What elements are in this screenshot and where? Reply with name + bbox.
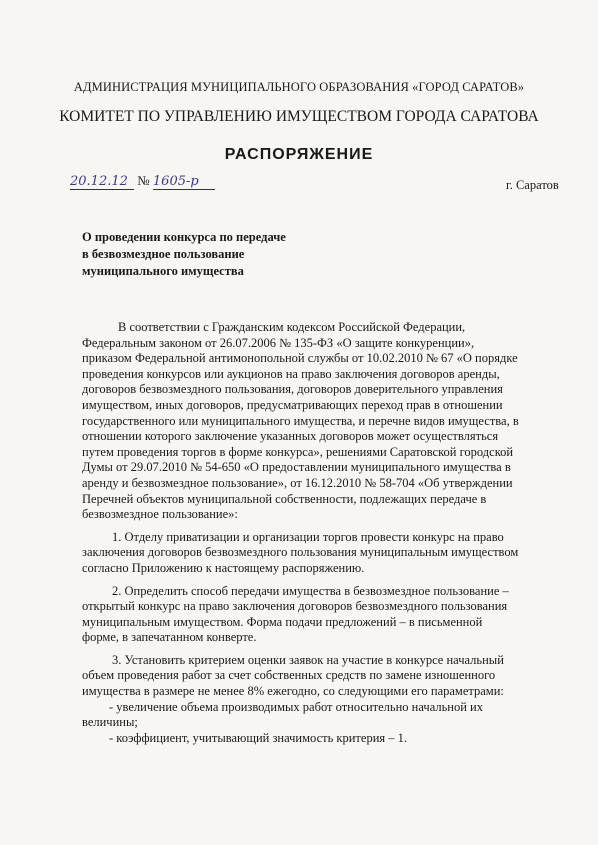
document-subject [82, 229, 286, 280]
body-line: форме, в запечатанном конверте. [82, 630, 257, 645]
item-2-paragraph [82, 584, 572, 646]
body-line: приказом Федеральной антимонопольной службы от 10.02.2010 № 67 «О порядке [82, 351, 518, 366]
subject-line: муниципального имущества [82, 264, 244, 278]
body-line: имущества в размере не менее 8% ежегодно, со следующими его параметрами: [82, 684, 504, 699]
item-1-paragraph [82, 530, 572, 577]
item-3-paragraph [82, 653, 572, 747]
body-line: аренду и безвозмездное пользование», от 16.12.2010 № 58-704 «Об утверждении [82, 475, 513, 490]
committee-heading: КОМИТЕТ ПО УПРАВЛЕНИЮ ИМУЩЕСТВОМ ГОРОДА САРАТОВА [59, 108, 539, 125]
number-sign: № [137, 173, 150, 188]
body-line: 2. Определить способ передачи имущества в безвозмездное пользование – [112, 583, 509, 598]
body-line: муниципальным имуществом. Форма подачи предложений – в письменной [82, 614, 483, 629]
body-line: открытый конкурс на право заключения договоров безвозмездного пользования [82, 599, 508, 614]
handwritten-date: 20.12.12 [70, 174, 134, 190]
body-line: объем проведения работ за счет собственных средств по замене изношенного [82, 668, 496, 683]
subject-line: в безвозмездное пользование [82, 247, 245, 261]
body-line: - коэффициент, учитывающий значимость критерия – 1. [109, 730, 408, 745]
body-line: отношении которого заключение указанных договоров может осуществляться [82, 429, 499, 444]
body-line: согласно Приложению к настоящему распоряжению. [82, 560, 365, 575]
body-line: Думы от 29.07.2010 № 54-650 «О предоставлении муниципального имущества в [82, 460, 511, 475]
body-line: В соответствии с Гражданским кодексом Российской Федерации, [118, 320, 466, 334]
date-number-line [70, 173, 215, 190]
document-body [82, 320, 572, 746]
body-line: - увеличение объема производимых работ относительно начальной их [109, 699, 483, 714]
document-type-title: РАСПОРЯЖЕНИЕ [224, 146, 374, 163]
city-label: г. Саратов [506, 178, 559, 192]
administration-heading: АДМИНИСТРАЦИЯ МУНИЦИПАЛЬНОГО ОБРАЗОВАНИЯ «ГОРОД САРАТОВ» [73, 80, 525, 94]
body-line: проведения конкурсов или аукционов на право заключения договоров аренды, [82, 366, 500, 381]
body-line: государственного или муниципального имущества, и перечне видов имущества, в [82, 413, 519, 428]
body-line: имуществом, иных договоров, предусматривающих переход прав в отношении [82, 397, 503, 412]
subject-line: О проведении конкурса по передаче [82, 230, 286, 244]
body-line: безвозмездное пользование»: [82, 507, 238, 522]
body-line: Перечней объектов муниципальной собственности, подлежащих передаче в [82, 491, 487, 506]
body-line: договоров безвозмездного пользования, договоров доверительного управления [82, 382, 503, 397]
body-line: 3. Установить критерием оценки заявок на участие в конкурсе начальный [112, 652, 504, 667]
body-line: заключения договоров безвозмездного пользования муниципальным имуществом [82, 545, 519, 560]
body-line: 1. Отделу приватизации и организации торгов провести конкурс на право [112, 529, 504, 544]
handwritten-number: 1605-р [153, 174, 215, 190]
body-line: путем проведения торгов в форме конкурса», решениями Саратовской городской [82, 444, 514, 459]
body-line: величины; [82, 715, 138, 730]
body-line: Федеральным законом от 26.07.2006 № 135-ФЗ «О защите конкуренции», [82, 335, 475, 350]
preamble-paragraph [82, 320, 572, 523]
